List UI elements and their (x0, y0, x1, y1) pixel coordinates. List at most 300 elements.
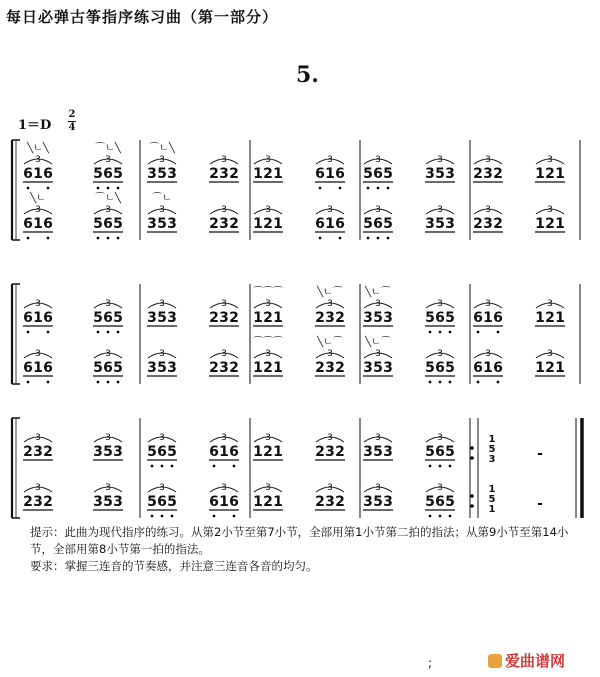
lower-row-digit: 1 (33, 360, 43, 376)
upper-row-digit: 3 (363, 444, 373, 460)
lower-row-digit: 2 (263, 494, 273, 510)
lower-row-digit: 1 (253, 360, 263, 376)
lower-row-digit: 3 (219, 360, 229, 376)
lower-row-triplet-number: 3 (105, 205, 111, 215)
lower-row-triplet-number: 3 (159, 349, 165, 359)
upper-row-octave-dot (161, 465, 164, 468)
upper-row-digit: 5 (113, 310, 123, 326)
lower-row-digit: 2 (315, 494, 325, 510)
upper-row-digit: 5 (363, 166, 373, 182)
upper-row-digit: 2 (263, 310, 273, 326)
upper-row-triplet-number: 3 (547, 299, 553, 309)
upper-row-octave-dot (171, 465, 174, 468)
upper-row-octave-dot (429, 465, 432, 468)
upper-row-digit: 3 (483, 166, 493, 182)
lower-row-triplet-number: 3 (437, 349, 443, 359)
lower-row-digit: 5 (383, 216, 393, 232)
upper-row-digit: 5 (373, 444, 383, 460)
lower-row-digit: 6 (209, 494, 219, 510)
upper-row-digit: 1 (33, 310, 43, 326)
upper-row-digit: 3 (93, 444, 103, 460)
lower-row-triplet-number: 3 (159, 483, 165, 493)
upper-row-octave-dot (47, 331, 50, 334)
lower-row-triplet-number: 3 (375, 483, 381, 493)
upper-row-octave-dot (117, 187, 120, 190)
lower-row-triplet-number: 3 (547, 349, 553, 359)
lower-row-octave-dot (319, 237, 322, 240)
upper-row-digit: 5 (383, 166, 393, 182)
lower-row-digit: 2 (493, 216, 503, 232)
stray-mark: ; (428, 656, 433, 670)
lower-row-digit: 3 (219, 216, 229, 232)
lower-row-octave-dot (117, 237, 120, 240)
lower-row-digit: 5 (113, 360, 123, 376)
upper-row-octave-dot (97, 187, 100, 190)
upper-row-digit: 5 (445, 444, 455, 460)
upper-row-digit: 3 (383, 310, 393, 326)
lower-row-digit: 5 (93, 216, 103, 232)
upper-row-fingering: ⌒ㄴ╲ (149, 143, 175, 154)
upper-row-octave-dot (429, 331, 432, 334)
requirement-text: 要求：掌握三连音的节奏感，并注意三连音各音的均匀。 (30, 559, 318, 573)
lower-row-digit: 3 (363, 494, 373, 510)
upper-row-triplet-number: 3 (375, 155, 381, 165)
lower-row-digit: 6 (23, 216, 33, 232)
lower-row-digit: 1 (253, 216, 263, 232)
final-chord-upper-digit: 3 (488, 454, 496, 465)
upper-row-digit: 2 (209, 310, 219, 326)
lower-row-digit: 2 (229, 360, 239, 376)
upper-row-triplet-number: 3 (159, 433, 165, 443)
upper-row-triplet-number: 3 (375, 299, 381, 309)
lower-row-octave-dot (387, 237, 390, 240)
lower-row-digit: 1 (535, 216, 545, 232)
lower-row-digit: 6 (43, 360, 53, 376)
upper-row-octave-dot (477, 331, 480, 334)
lower-row-digit: 3 (483, 216, 493, 232)
upper-row-triplet-number: 3 (265, 155, 271, 165)
upper-row-triplet-number: 3 (327, 155, 333, 165)
upper-row-digit: 3 (325, 444, 335, 460)
lower-row-octave-dot (161, 515, 164, 518)
upper-row-digit: 3 (147, 166, 157, 182)
repeat-dot (470, 446, 474, 450)
lower-row-digit: 1 (273, 216, 283, 232)
upper-row-octave-dot (449, 465, 452, 468)
lower-row-digit: 1 (253, 494, 263, 510)
upper-row-digit: 1 (273, 310, 283, 326)
lower-row-digit: 5 (373, 494, 383, 510)
lower-row-digit: 3 (445, 216, 455, 232)
lower-row-triplet-number: 3 (105, 349, 111, 359)
lower-row-digit: 3 (113, 494, 123, 510)
lower-row-triplet-number: 3 (327, 349, 333, 359)
repeat-dot (470, 504, 474, 508)
upper-row-digit: 6 (435, 310, 445, 326)
lower-row-octave-dot (171, 515, 174, 518)
lower-row-digit: 6 (103, 360, 113, 376)
upper-row-triplet-number: 3 (485, 155, 491, 165)
lower-row-octave-dot (27, 237, 30, 240)
lower-row-triplet-number: 3 (547, 205, 553, 215)
lower-row-octave-dot (151, 515, 154, 518)
upper-row-triplet-number: 3 (437, 299, 443, 309)
lower-row-triplet-number: 3 (437, 205, 443, 215)
lower-row-octave-dot (107, 381, 110, 384)
upper-row-digit: 3 (113, 444, 123, 460)
lower-row-digit: 5 (425, 360, 435, 376)
lower-row-digit: 2 (335, 494, 345, 510)
upper-row-octave-dot (367, 187, 370, 190)
upper-row-digit: 5 (113, 166, 123, 182)
final-chord-lower-digit: 1 (488, 484, 496, 495)
upper-row-digit: 6 (493, 310, 503, 326)
lower-row-digit: 5 (93, 360, 103, 376)
lower-row-digit: 5 (435, 216, 445, 232)
lower-row-triplet-number: 3 (35, 349, 41, 359)
upper-row-digit: 2 (43, 444, 53, 460)
lower-row-octave-dot (339, 237, 342, 240)
lower-row-fingering: ⌒⌒⌒ (253, 337, 283, 348)
watermark (488, 650, 565, 671)
upper-row-triplet-number: 3 (265, 433, 271, 443)
lower-row-digit: 2 (23, 494, 33, 510)
lower-row-triplet-number: 3 (375, 205, 381, 215)
lower-row-digit: 5 (157, 216, 167, 232)
lower-row-digit: 3 (383, 360, 393, 376)
lower-row-octave-dot (449, 381, 452, 384)
lower-row-digit: 5 (103, 494, 113, 510)
upper-row-fingering: ╲ㄴ⌒ (317, 287, 343, 298)
lower-row-octave-dot (439, 381, 442, 384)
upper-row-triplet-number: 3 (35, 433, 41, 443)
lower-row-digit: 1 (325, 216, 335, 232)
upper-row-digit: 1 (253, 310, 263, 326)
lower-row-octave-dot (429, 515, 432, 518)
upper-row-digit: 1 (273, 444, 283, 460)
lower-row-fingering: ⌒ㄴ╲ (95, 193, 121, 204)
upper-row-digit: 1 (253, 166, 263, 182)
upper-row-digit: 2 (545, 166, 555, 182)
upper-row-triplet-number: 3 (327, 433, 333, 443)
notes-block (30, 524, 590, 575)
final-chord-upper-digit: 1 (488, 434, 496, 445)
tip-text: 提示：此曲为现代指序的练习。从第2小节至第7小节，全部用第1小节第二拍的指法；从第9小节至第14小节，全部用第8小节第一拍的指法。 (30, 525, 569, 556)
lower-row-digit: 5 (147, 494, 157, 510)
lower-row-digit: 6 (473, 360, 483, 376)
upper-row-octave-dot (233, 465, 236, 468)
upper-row-triplet-number: 3 (159, 155, 165, 165)
lower-row-digit: 1 (535, 360, 545, 376)
lower-row-digit: 6 (43, 216, 53, 232)
upper-row-digit: 2 (335, 444, 345, 460)
upper-row-digit: 6 (103, 166, 113, 182)
note-logo-icon (488, 654, 502, 668)
upper-row-triplet-number: 3 (265, 299, 271, 309)
upper-row-digit: 6 (23, 310, 33, 326)
lower-row-digit: 3 (383, 494, 393, 510)
upper-row-digit: 3 (219, 310, 229, 326)
upper-row-digit: 2 (229, 310, 239, 326)
lower-row-digit: 3 (147, 216, 157, 232)
lower-row-digit: 3 (167, 216, 177, 232)
upper-row-fingering: ⌒⌒⌒ (253, 287, 283, 298)
upper-row-digit: 2 (473, 166, 483, 182)
lower-row-digit: 3 (33, 494, 43, 510)
lower-row-triplet-number: 3 (105, 483, 111, 493)
lower-row-digit: 2 (263, 216, 273, 232)
lower-row-triplet-number: 3 (221, 349, 227, 359)
upper-row-octave-dot (213, 465, 216, 468)
upper-row-digit: 2 (23, 444, 33, 460)
upper-row-digit: 6 (43, 310, 53, 326)
time-numerator: 2 (68, 109, 76, 120)
lower-row-triplet-number: 3 (375, 349, 381, 359)
upper-row-digit: 1 (325, 166, 335, 182)
upper-row-octave-dot (449, 331, 452, 334)
lower-row-digit: 5 (373, 360, 383, 376)
final-chord-upper-digit: 5 (488, 444, 496, 455)
upper-row-octave-dot (151, 465, 154, 468)
upper-row-digit: 3 (363, 310, 373, 326)
upper-row-triplet-number: 3 (221, 433, 227, 443)
lower-row-digit: 2 (229, 216, 239, 232)
lower-row-digit: 2 (43, 494, 53, 510)
lower-row-octave-dot (97, 381, 100, 384)
upper-row-octave-dot (47, 187, 50, 190)
upper-row-digit: 6 (315, 166, 325, 182)
upper-row-triplet-number: 3 (105, 299, 111, 309)
lower-row-triplet-number: 3 (35, 483, 41, 493)
upper-row-digit: 1 (33, 166, 43, 182)
upper-row-triplet-number: 3 (437, 155, 443, 165)
upper-row-digit: 5 (157, 310, 167, 326)
upper-row-digit: 3 (147, 310, 157, 326)
upper-row-octave-dot (27, 331, 30, 334)
upper-row-digit: 5 (445, 310, 455, 326)
upper-row-digit: 6 (335, 166, 345, 182)
upper-row-triplet-number: 3 (437, 433, 443, 443)
key-signature: 1＝D (18, 118, 52, 133)
upper-row-triplet-number: 3 (105, 433, 111, 443)
lower-row-fingering: ╲ㄴ⌒ (365, 337, 391, 348)
lower-row-digit: 5 (113, 216, 123, 232)
upper-row-digit: 6 (103, 310, 113, 326)
lower-row-digit: 6 (335, 216, 345, 232)
lower-row-digit: 3 (93, 494, 103, 510)
upper-row-digit: 6 (157, 444, 167, 460)
upper-row-digit: 5 (435, 166, 445, 182)
upper-row-digit: 2 (335, 310, 345, 326)
lower-row-digit: 1 (483, 360, 493, 376)
lower-row-digit: 3 (167, 360, 177, 376)
lower-row-fingering: ╲ㄴ⌒ (317, 337, 343, 348)
upper-row-digit: 3 (33, 444, 43, 460)
upper-row-triplet-number: 3 (547, 155, 553, 165)
lower-row-triplet-number: 3 (327, 205, 333, 215)
upper-row-octave-dot (319, 187, 322, 190)
upper-row-digit: 5 (93, 166, 103, 182)
lower-row-digit: 1 (555, 216, 565, 232)
lower-row-octave-dot (439, 515, 442, 518)
lower-row-digit: 2 (545, 360, 555, 376)
upper-row-fingering: ⌒ㄴ╲ (95, 143, 121, 154)
upper-row-digit: 2 (545, 310, 555, 326)
lower-row-triplet-number: 3 (265, 483, 271, 493)
lower-row-digit: 6 (373, 216, 383, 232)
lower-row-octave-dot (449, 515, 452, 518)
upper-row-digit: 5 (167, 444, 177, 460)
upper-row-digit: 2 (209, 166, 219, 182)
lower-row-octave-dot (367, 237, 370, 240)
upper-row-octave-dot (387, 187, 390, 190)
lower-row-digit: 2 (263, 360, 273, 376)
upper-row-digit: 1 (555, 166, 565, 182)
final-dash-upper: - (537, 446, 543, 462)
upper-row-octave-dot (107, 187, 110, 190)
lower-row-triplet-number: 3 (221, 483, 227, 493)
lower-row-digit: 1 (33, 216, 43, 232)
lower-row-digit: 1 (219, 494, 229, 510)
upper-row-octave-dot (339, 187, 342, 190)
lower-row-triplet-number: 3 (35, 205, 41, 215)
upper-row-fingering: ╲ㄴ╲ (27, 143, 49, 154)
lower-row-digit: 3 (325, 360, 335, 376)
upper-row-digit: 1 (219, 444, 229, 460)
watermark-text: 爱曲谱网 (505, 652, 566, 670)
lower-row-triplet-number: 3 (159, 205, 165, 215)
upper-row-digit: 5 (373, 310, 383, 326)
lower-row-digit: 6 (103, 216, 113, 232)
lower-row-digit: 2 (209, 360, 219, 376)
piece-number: 5. (296, 62, 319, 88)
upper-row-digit: 2 (315, 444, 325, 460)
upper-row-digit: 3 (383, 444, 393, 460)
upper-row-digit: 2 (263, 444, 273, 460)
upper-row-digit: 6 (43, 166, 53, 182)
lower-row-digit: 5 (167, 494, 177, 510)
lower-row-octave-dot (107, 237, 110, 240)
upper-row-digit: 3 (219, 166, 229, 182)
lower-row-fingering: ╲ㄴ (30, 193, 46, 204)
lower-row-octave-dot (47, 381, 50, 384)
lower-row-octave-dot (117, 381, 120, 384)
lower-row-digit: 6 (157, 494, 167, 510)
upper-row-digit: 3 (167, 166, 177, 182)
lower-row-digit: 5 (445, 360, 455, 376)
upper-row-digit: 6 (373, 166, 383, 182)
lower-row-octave-dot (377, 237, 380, 240)
lower-row-octave-dot (477, 381, 480, 384)
lower-row-octave-dot (97, 237, 100, 240)
lower-row-digit: 3 (325, 494, 335, 510)
upper-row-digit: 6 (473, 310, 483, 326)
upper-row-digit: 5 (103, 444, 113, 460)
repeat-dot (470, 494, 474, 498)
lower-row-triplet-number: 3 (265, 205, 271, 215)
lower-row-digit: 2 (315, 360, 325, 376)
final-chord-lower-digit: 1 (488, 504, 496, 515)
lower-row-digit: 6 (315, 216, 325, 232)
lower-row-digit: 3 (363, 360, 373, 376)
lower-row-digit: 1 (555, 360, 565, 376)
upper-row-digit: 5 (147, 444, 157, 460)
lower-row-triplet-number: 3 (265, 349, 271, 359)
upper-row-digit: 3 (445, 166, 455, 182)
upper-row-digit: 5 (93, 310, 103, 326)
upper-row-digit: 1 (535, 310, 545, 326)
upper-row-octave-dot (27, 187, 30, 190)
lower-row-digit: 6 (435, 360, 445, 376)
time-denominator: 4 (68, 122, 76, 133)
final-dash-lower: - (537, 496, 543, 512)
upper-row-triplet-number: 3 (35, 155, 41, 165)
lower-row-octave-dot (429, 381, 432, 384)
upper-row-digit: 1 (483, 310, 493, 326)
final-chord-lower-digit: 5 (488, 494, 496, 505)
lower-row-digit: 5 (157, 360, 167, 376)
upper-row-digit: 6 (209, 444, 219, 460)
upper-row-digit: 1 (253, 444, 263, 460)
upper-row-digit: 6 (229, 444, 239, 460)
lower-row-digit: 5 (445, 494, 455, 510)
upper-row-triplet-number: 3 (375, 433, 381, 443)
upper-row-octave-dot (97, 331, 100, 334)
upper-row-digit: 2 (315, 310, 325, 326)
lower-row-digit: 5 (363, 216, 373, 232)
upper-row-octave-dot (107, 331, 110, 334)
repeat-dot (470, 456, 474, 460)
lower-row-digit: 6 (435, 494, 445, 510)
upper-row-octave-dot (439, 465, 442, 468)
lower-row-digit: 1 (273, 494, 283, 510)
lower-row-digit: 2 (209, 216, 219, 232)
upper-row-triplet-number: 3 (221, 155, 227, 165)
lower-row-octave-dot (27, 381, 30, 384)
upper-row-digit: 2 (493, 166, 503, 182)
lower-row-triplet-number: 3 (221, 205, 227, 215)
lower-row-fingering: ⌒ㄴ (152, 193, 172, 204)
lower-row-triplet-number: 3 (485, 205, 491, 215)
upper-row-fingering: ╲ㄴ⌒ (365, 287, 391, 298)
lower-row-digit: 6 (23, 360, 33, 376)
lower-row-octave-dot (47, 237, 50, 240)
upper-row-digit: 6 (23, 166, 33, 182)
lower-row-digit: 2 (545, 216, 555, 232)
upper-row-octave-dot (439, 331, 442, 334)
lower-row-triplet-number: 3 (437, 483, 443, 493)
lower-row-triplet-number: 3 (327, 483, 333, 493)
upper-row-octave-dot (117, 331, 120, 334)
lower-row-digit: 1 (273, 360, 283, 376)
lower-row-digit: 5 (425, 494, 435, 510)
upper-row-digit: 3 (325, 310, 335, 326)
upper-row-digit: 6 (435, 444, 445, 460)
lower-row-digit: 3 (425, 216, 435, 232)
lower-row-digit: 3 (147, 360, 157, 376)
upper-row-triplet-number: 3 (159, 299, 165, 309)
upper-row-octave-dot (497, 331, 500, 334)
upper-row-digit: 2 (263, 166, 273, 182)
upper-row-digit: 5 (425, 444, 435, 460)
lower-row-triplet-number: 3 (485, 349, 491, 359)
upper-row-digit: 2 (229, 166, 239, 182)
upper-row-digit: 5 (425, 310, 435, 326)
lower-row-octave-dot (213, 515, 216, 518)
lower-row-digit: 2 (473, 216, 483, 232)
upper-row-digit: 5 (157, 166, 167, 182)
upper-row-triplet-number: 3 (327, 299, 333, 309)
